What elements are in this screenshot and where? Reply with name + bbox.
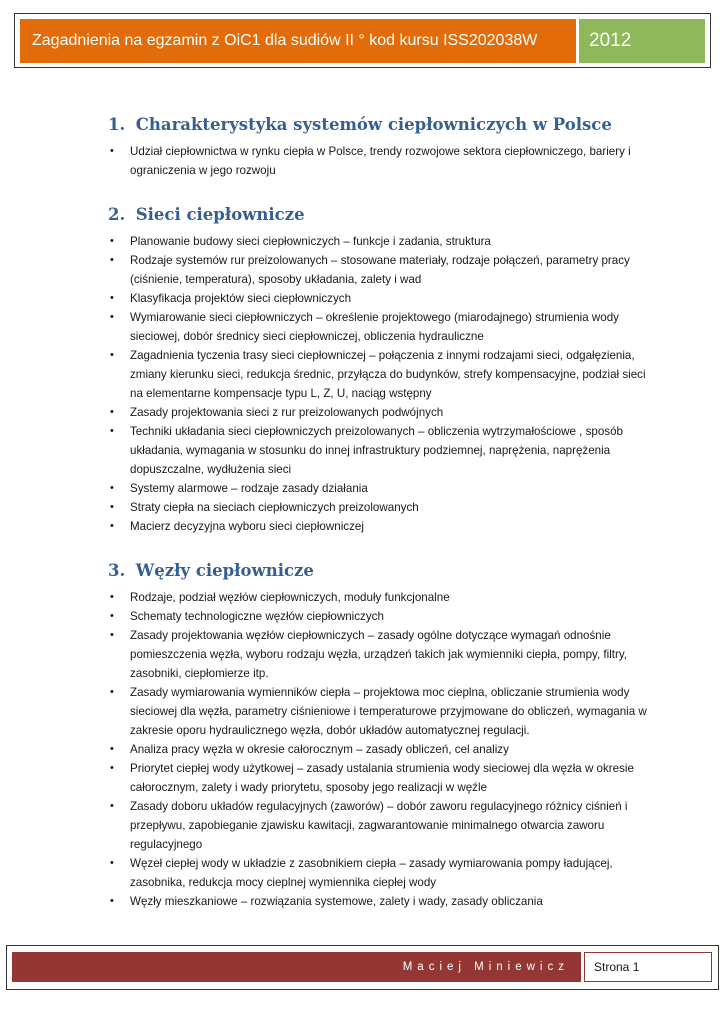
bullet-icon: • — [110, 349, 114, 361]
list-item-text: Rodzaje, podział węzłów ciepłowniczych, moduły funkcjonalne — [130, 591, 450, 604]
list-item — [108, 289, 648, 308]
list-item — [108, 854, 648, 892]
header-title: Zagadnienia na egzamin z OiC1 dla sudiów II ° kod kursu ISS202038W — [20, 19, 576, 63]
section-heading — [108, 558, 648, 584]
bullet-list — [108, 588, 648, 911]
list-item — [108, 759, 648, 797]
list-item-text: Udział ciepłownictwa w rynku ciepła w Polsce, trendy rozwojowe sektora ciepłowniczego, bariery i ograniczenia w jego rozwoju — [130, 145, 631, 177]
list-item — [108, 588, 648, 607]
list-item — [108, 346, 648, 403]
bullet-icon: • — [110, 145, 114, 157]
section-1 — [108, 112, 648, 180]
section-heading — [108, 202, 648, 228]
list-item-text: Priorytet ciepłej wody użytkowej – zasady ustalania strumienia wody sieciowej dla węzła w okresie całorocznym, zalety i wady priorytetu, sposoby jego realizacji w węźle — [130, 762, 634, 794]
bullet-icon: • — [110, 254, 114, 266]
list-item-text: Straty ciepła na sieciach ciepłowniczych preizolowanych — [130, 501, 419, 514]
list-item-text: Zagadnienia tyczenia trasy sieci ciepłowniczej – połączenia z innymi rodzajami sieci, odgałęzienia, zmiany kierunku sieci, redukcja średnic, przyłącza do budynków, strefy kompensacyjne, podział sieci na elementarne kompensacje typu L, Z, U, naciąg wstępny — [130, 349, 646, 400]
list-item-text: Wymiarowanie sieci ciepłowniczych – określenie projektowego (miarodajnego) strumienia wody sieciowej, dobór średnicy sieci ciepłowniczej, obliczenia hydrauliczne — [130, 311, 619, 343]
list-item-text: Zasady projektowania węzłów ciepłowniczych – zasady ogólne dotyczące wymagań odnośnie pomieszczenia węzła, wyboru rodzaju węzła, urządzeń takich jak wymienniki ciepła, pompy, filtry, zasobniki, ciepłomierze itp. — [130, 629, 628, 680]
list-item-text: Analiza pracy węzła w okresie całorocznym – zasady obliczeń, cel analizy — [130, 743, 509, 756]
list-item — [108, 797, 648, 854]
section-title: Sieci ciepłownicze — [135, 205, 305, 224]
bullet-list — [108, 232, 648, 536]
list-item — [108, 403, 648, 422]
bullet-icon: • — [110, 501, 114, 513]
list-item — [108, 251, 648, 289]
footer-page-number: Strona 1 — [584, 952, 712, 982]
list-item-text: Macierz decyzyjna wyboru sieci ciepłowniczej — [130, 520, 364, 533]
bullet-icon: • — [110, 686, 114, 698]
list-item — [108, 479, 648, 498]
list-item-text: Rodzaje systemów rur preizolowanych – stosowane materiały, rodzaje połączeń, parametry pracy (ciśnienie, temperatura), sposoby układania, zalety i wad — [130, 254, 630, 286]
section-number: 2. — [108, 205, 126, 224]
list-item-text: Zasady doboru układów regulacyjnych (zaworów) – dobór zaworu regulacyjnego różnicy ciśnień i przepływu, zapobieganie zjawisku kawitacji, zagwarantowanie minimalnego otwarcia zaworu regulacyjnego — [130, 800, 628, 851]
list-item-text: Planowanie budowy sieci ciepłowniczych – funkcje i zadania, struktura — [130, 235, 491, 248]
list-item-text: Schematy technologiczne węzłów ciepłowniczych — [130, 610, 384, 623]
section-3 — [108, 558, 648, 911]
section-heading — [108, 112, 648, 138]
bullet-icon: • — [110, 629, 114, 641]
section-number: 3. — [108, 561, 126, 580]
header-year: 2012 — [579, 19, 705, 63]
section-2 — [108, 202, 648, 536]
list-item-text: Klasyfikacja projektów sieci ciepłowniczych — [130, 292, 352, 305]
list-item — [108, 892, 648, 911]
bullet-icon: • — [110, 857, 114, 869]
footer-author: Maciej Miniewicz — [12, 952, 581, 982]
list-item-text: Węzeł ciepłej wody w układzie z zasobnikiem ciepła – zasady wymiarowania pompy ładującej, zasobnika, redukcja mocy cieplnej wymiennika ciepłej wody — [130, 857, 613, 889]
bullet-icon: • — [110, 425, 114, 437]
bullet-icon: • — [110, 743, 114, 755]
list-item — [108, 683, 648, 740]
section-title: Charakterystyka systemów ciepłowniczych w Polsce — [135, 115, 612, 134]
list-item-text: Techniki układania sieci ciepłowniczych preizolowanych – obliczenia wytrzymałościowe , sposób układania, wymagania w stosunku do innej infrastruktury podziemnej, naprężenia, naprężenia dopuszczalne, wydłużenia sieci — [130, 425, 623, 476]
list-item — [108, 517, 648, 536]
list-item — [108, 607, 648, 626]
list-item-text: Węzły mieszkaniowe – rozwiązania systemowe, zalety i wady, zasady obliczania — [130, 895, 543, 908]
bullet-icon: • — [110, 406, 114, 418]
list-item — [108, 422, 648, 479]
list-item — [108, 232, 648, 251]
bullet-icon: • — [110, 800, 114, 812]
list-item — [108, 308, 648, 346]
bullet-icon: • — [110, 292, 114, 304]
bullet-icon: • — [110, 762, 114, 774]
list-item — [108, 142, 648, 180]
list-item-text: Zasady projektowania sieci z rur preizolowanych podwójnych — [130, 406, 444, 419]
bullet-icon: • — [110, 520, 114, 532]
document-body — [108, 112, 648, 933]
bullet-list — [108, 142, 648, 180]
list-item — [108, 498, 648, 517]
bullet-icon: • — [110, 610, 114, 622]
list-item — [108, 626, 648, 683]
bullet-icon: • — [110, 591, 114, 603]
bullet-icon: • — [110, 895, 114, 907]
bullet-icon: • — [110, 235, 114, 247]
list-item — [108, 740, 648, 759]
section-number: 1. — [108, 115, 126, 134]
section-title: Węzły ciepłownicze — [135, 561, 314, 580]
bullet-icon: • — [110, 482, 114, 494]
list-item-text: Zasady wymiarowania wymienników ciepła – projektowa moc cieplna, obliczanie strumienia wody sieciowej dla węzła, parametry ciśnieniowe i temperaturowe przyjmowane do obliczeń, wymagania w zakresie oporu hydraulicznego węzła, dobór układów automatycznej regulacji. — [130, 686, 647, 737]
list-item-text: Systemy alarmowe – rodzaje zasady działania — [130, 482, 368, 495]
bullet-icon: • — [110, 311, 114, 323]
